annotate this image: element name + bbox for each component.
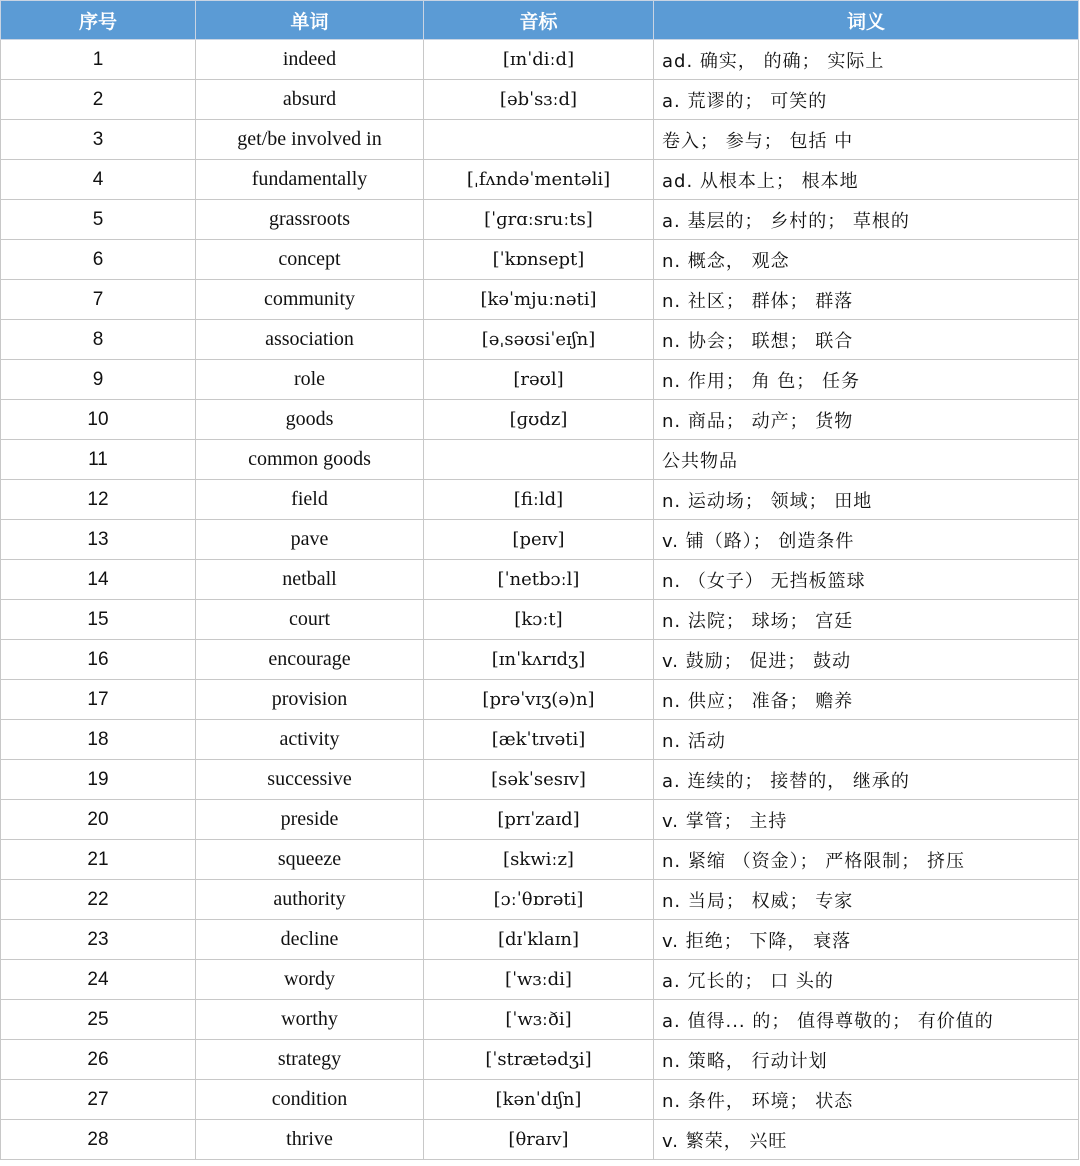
row-meaning: n. 运动场； 领域； 田地 [654,480,1079,520]
table-body [1,40,1079,1160]
table-row [1,440,1079,480]
table-row [1,1040,1079,1080]
row-number: 1 [1,40,196,80]
row-word: concept [196,240,424,280]
row-word: field [196,480,424,520]
row-phonetic: [dɪˈklaɪn] [424,920,654,960]
row-phonetic: [ɪnˈdiːd] [424,40,654,80]
table-row [1,480,1079,520]
row-number: 21 [1,840,196,880]
row-meaning: 公共物品 [654,440,1079,480]
row-number: 6 [1,240,196,280]
row-phonetic: [ˈstrætədʒi] [424,1040,654,1080]
row-meaning: n. 活动 [654,720,1079,760]
header-word: 单词 [196,1,424,40]
header-number: 序号 [1,1,196,40]
row-phonetic [424,120,654,160]
row-meaning: a. 冗长的； 口 头的 [654,960,1079,1000]
row-meaning: n. 概念， 观念 [654,240,1079,280]
row-number: 23 [1,920,196,960]
row-phonetic: [ˈwɜːdi] [424,960,654,1000]
row-phonetic: [əbˈsɜːd] [424,80,654,120]
table-row [1,80,1079,120]
row-word: preside [196,800,424,840]
table-row [1,360,1079,400]
row-number: 24 [1,960,196,1000]
table-row [1,520,1079,560]
row-word: provision [196,680,424,720]
row-phonetic: [ɪnˈkʌrɪdʒ] [424,640,654,680]
row-number: 5 [1,200,196,240]
row-number: 15 [1,600,196,640]
row-number: 18 [1,720,196,760]
table-row [1,160,1079,200]
table-row [1,1080,1079,1120]
table-row [1,400,1079,440]
row-phonetic: [ˈnetbɔːl] [424,560,654,600]
row-number: 11 [1,440,196,480]
row-phonetic: [ɔːˈθɒrəti] [424,880,654,920]
row-phonetic: [rəʊl] [424,360,654,400]
row-meaning: a. 荒谬的； 可笑的 [654,80,1079,120]
row-word: strategy [196,1040,424,1080]
row-number: 4 [1,160,196,200]
row-meaning: a. 基层的； 乡村的； 草根的 [654,200,1079,240]
row-meaning: n. 商品； 动产； 货物 [654,400,1079,440]
row-word: successive [196,760,424,800]
row-number: 13 [1,520,196,560]
table-row [1,1000,1079,1040]
row-phonetic: [ˈɡrɑːsruːts] [424,200,654,240]
row-meaning: n. 紧缩 （资金）； 严格限制； 挤压 [654,840,1079,880]
row-phonetic: [ækˈtɪvəti] [424,720,654,760]
table-row [1,240,1079,280]
row-meaning: v. 鼓励； 促进； 鼓动 [654,640,1079,680]
row-number: 14 [1,560,196,600]
row-meaning: n. 当局； 权威； 专家 [654,880,1079,920]
row-word: activity [196,720,424,760]
row-meaning: n. 协会； 联想； 联合 [654,320,1079,360]
row-word: decline [196,920,424,960]
row-word: netball [196,560,424,600]
row-word: get/be involved in [196,120,424,160]
row-meaning: n. 社区； 群体； 群落 [654,280,1079,320]
row-number: 12 [1,480,196,520]
row-phonetic [424,440,654,480]
row-number: 9 [1,360,196,400]
row-phonetic: [ɡʊdz] [424,400,654,440]
row-word: indeed [196,40,424,80]
table-row [1,680,1079,720]
row-number: 7 [1,280,196,320]
row-number: 28 [1,1120,196,1160]
row-word: common goods [196,440,424,480]
table-row [1,960,1079,1000]
row-phonetic: [əˌsəʊsiˈeɪʃn] [424,320,654,360]
row-word: authority [196,880,424,920]
row-number: 20 [1,800,196,840]
header-row [1,1,1079,40]
row-number: 3 [1,120,196,160]
table-row [1,640,1079,680]
row-number: 19 [1,760,196,800]
row-number: 25 [1,1000,196,1040]
table-header [1,1,1079,40]
row-meaning: n. 作用； 角 色； 任务 [654,360,1079,400]
table-row [1,800,1079,840]
row-meaning: a. 连续的； 接替的， 继承的 [654,760,1079,800]
row-word: association [196,320,424,360]
header-phonetic: 音标 [424,1,654,40]
table-row [1,840,1079,880]
row-meaning: n. 供应； 准备； 赡养 [654,680,1079,720]
row-phonetic: [ˈkɒnsept] [424,240,654,280]
table-row [1,920,1079,960]
table-row [1,600,1079,640]
row-meaning: ad. 确实， 的确； 实际上 [654,40,1079,80]
row-number: 8 [1,320,196,360]
table-row [1,320,1079,360]
row-phonetic: [prɪˈzaɪd] [424,800,654,840]
row-phonetic: [ˌfʌndəˈmentəli] [424,160,654,200]
row-number: 26 [1,1040,196,1080]
row-word: absurd [196,80,424,120]
row-number: 10 [1,400,196,440]
row-meaning: v. 铺（路）； 创造条件 [654,520,1079,560]
row-word: encourage [196,640,424,680]
row-word: condition [196,1080,424,1120]
row-meaning: n. 法院； 球场； 宫廷 [654,600,1079,640]
table-row [1,1120,1079,1160]
row-meaning: n. 条件， 环境； 状态 [654,1080,1079,1120]
row-phonetic: [skwiːz] [424,840,654,880]
table-row [1,280,1079,320]
row-number: 27 [1,1080,196,1120]
row-word: squeeze [196,840,424,880]
row-word: grassroots [196,200,424,240]
row-word: pave [196,520,424,560]
row-meaning: v. 拒绝； 下降， 衰落 [654,920,1079,960]
row-phonetic: [kənˈdɪʃn] [424,1080,654,1120]
row-phonetic: [θraɪv] [424,1120,654,1160]
row-phonetic: [ˈwɜːði] [424,1000,654,1040]
header-meaning: 词义 [654,1,1079,40]
row-word: role [196,360,424,400]
row-meaning: a. 值得... 的； 值得尊敬的； 有价值的 [654,1000,1079,1040]
row-word: goods [196,400,424,440]
row-meaning: n. 策略， 行动计划 [654,1040,1079,1080]
row-phonetic: [fiːld] [424,480,654,520]
table-row [1,40,1079,80]
row-number: 22 [1,880,196,920]
row-word: thrive [196,1120,424,1160]
table-row [1,200,1079,240]
table-row [1,560,1079,600]
table-row [1,720,1079,760]
row-meaning: ad. 从根本上； 根本地 [654,160,1079,200]
row-phonetic: [peɪv] [424,520,654,560]
row-phonetic: [səkˈsesɪv] [424,760,654,800]
row-word: worthy [196,1000,424,1040]
row-number: 2 [1,80,196,120]
table-row [1,880,1079,920]
row-phonetic: [prəˈvɪʒ(ə)n] [424,680,654,720]
row-word: wordy [196,960,424,1000]
table-row [1,760,1079,800]
row-phonetic: [kəˈmjuːnəti] [424,280,654,320]
row-meaning: v. 掌管； 主持 [654,800,1079,840]
row-number: 16 [1,640,196,680]
row-meaning: n. （女子） 无挡板篮球 [654,560,1079,600]
row-word: community [196,280,424,320]
table-row [1,120,1079,160]
row-number: 17 [1,680,196,720]
row-meaning: 卷入； 参与； 包括 中 [654,120,1079,160]
row-phonetic: [kɔːt] [424,600,654,640]
row-word: fundamentally [196,160,424,200]
row-word: court [196,600,424,640]
row-meaning: v. 繁荣， 兴旺 [654,1120,1079,1160]
